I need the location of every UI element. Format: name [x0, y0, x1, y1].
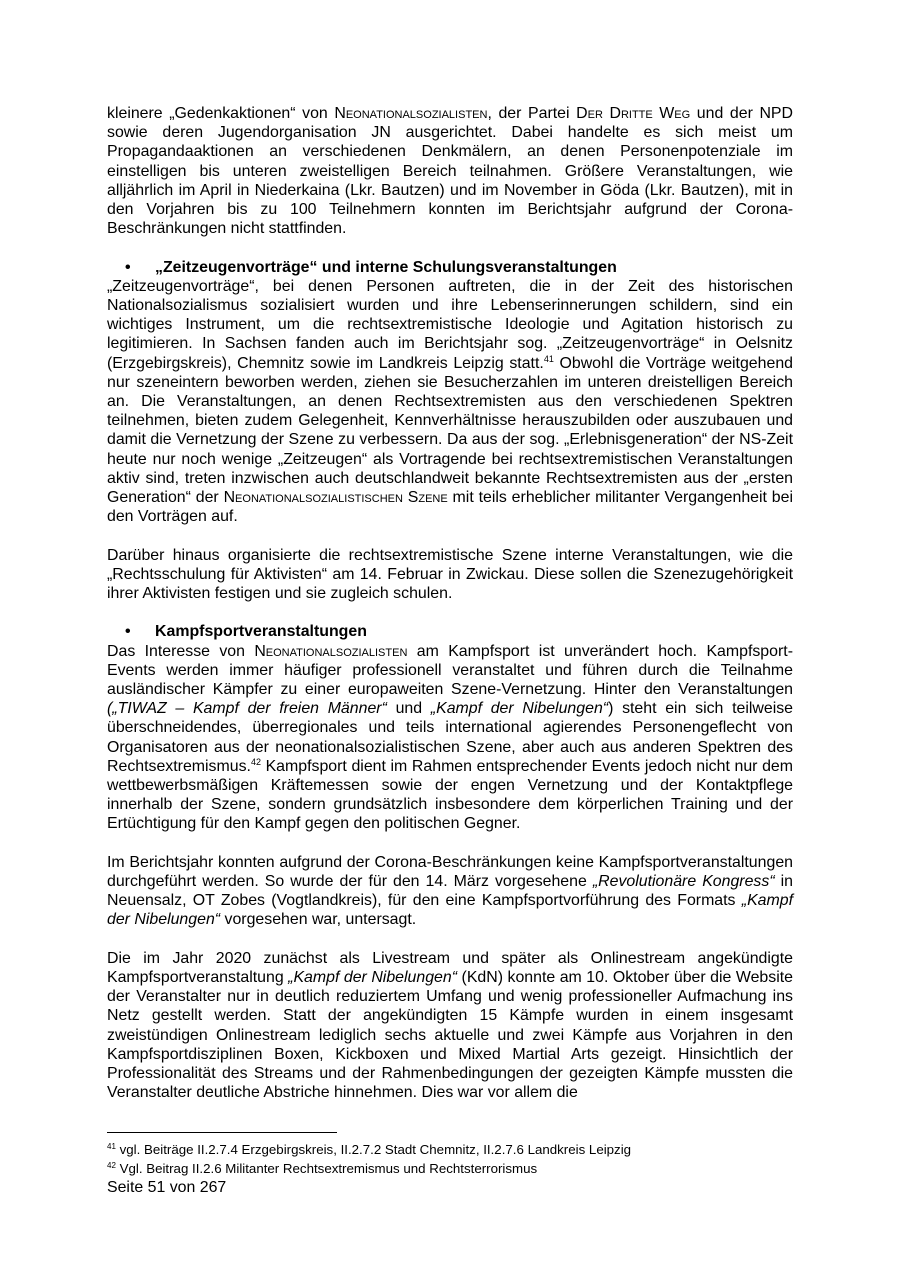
footnotes — [107, 1141, 793, 1178]
small-caps-term: Neonationalsozialisten — [334, 105, 488, 122]
page-number: Seite 51 von 267 — [107, 1179, 227, 1196]
section-heading-kampfsport: • Kampfsportveranstaltungen — [125, 623, 367, 641]
section-heading-zeitzeugen: • „Zeitzeugenvorträge“ und interne Schulungsveranstaltungen — [125, 258, 617, 276]
bullet-icon: • — [125, 258, 131, 276]
paragraph-corona-absage: Im Berichtsjahr konnten aufgrund der Corona-Beschränkungen keine Kampfsportveranstaltungen durchgeführt werden. So wurde der für den 14. März vorgesehene „Revolutionäre Kongress“ in Neuensalz, OT Zobes (Vogtlandkreis), für den eine Kampfsportvorführung des Formats „Kampf der Nibelungen“ vorgesehen war, untersagt. — [107, 853, 793, 929]
footnote-ref-41[interactable]: 41 — [543, 353, 554, 364]
paragraph-onlinestream: Die im Jahr 2020 zunächst als Livestream und später als Onlinestream angekündigte Kampfsportveranstaltung „Kampf der Nibelungen“ (KdN) konnte am 10. Oktober über die Website der Veranstalter nur in deutlich reduziertem Umfang und wenig professioneller Aufmachung ins Netz gestellt werden. Statt der angekündigten 15 Kämpfe wurden in einem insgesamt zweistündigen Onlinestream lediglich sechs aktuelle und zwei Kämpfe aus Vorjahren in den Kampfsportdisziplinen Boxen, Kickboxen und Mixed Martial Arts gezeigt. Hinsichtlich der Professionalität des Streams und der Rahmenbedingungen der gezeigten Kämpfe mussten die Veranstalter deutliche Abstriche hinnehmen. Dies war vor allem die — [107, 949, 793, 1102]
small-caps-term: Der Dritte Weg — [576, 105, 691, 122]
event-name: „Revolutionäre Kongress“ — [592, 873, 775, 891]
small-caps-term: Neonationalsozialisten — [254, 642, 408, 660]
paragraph-rechtsschulung: Darüber hinaus organisierte die rechtsextremistische Szene interne Veranstaltungen, wie die „Rechtsschulung für Aktivisten“ am 14. Februar in Zwickau. Diese sollen die Szenezugehörigkeit ihrer Aktivisten festigen und sie zugleich schulen. — [107, 546, 793, 603]
event-name: („TIWAZ – Kampf der freien Männer“ — [107, 700, 387, 718]
paragraph-gedenkaktionen: kleinere „Gedenkaktionen“ von Neonationalsozialisten, der Partei Der Dritte Weg und der NPD sowie deren Jugendorganisation JN ausgerichtet. Dabei handelte es sich meist um Propagandaaktionen an verschiedenen Denkmälern, an denen Personenpotenziale im einstelligen bis unteren zweistelligen Bereich teilnahmen. Größere Veranstaltungen, wie alljährlich im April in Niederkaina (Lkr. Bautzen) und im November in Göda (Lkr. Bautzen), mit in den Vorjahren bis zu 100 Teilnehmern konnten im Berichtsjahr aufgrund der Corona-Beschränkungen nicht stattfinden. — [107, 105, 793, 238]
footnote-divider — [107, 1132, 337, 1133]
footnote-41: $^{41}$ vgl. Beiträge II.2.7.4 Erzgebirgskreis, II.2.7.2 Stadt Chemnitz, II.2.7.6 Landkreis Leipzig — [107, 1142, 632, 1157]
event-name: „Kampf der Nibelungen“ — [430, 700, 609, 718]
document-body — [107, 104, 793, 1102]
event-name: „Kampf der Nibelungen“ — [107, 892, 793, 929]
paragraph-zeitzeugenvortraege: „Zeitzeugenvorträge“, bei denen Personen auftreten, die in der Zeit des historischen Nationalsozialismus sozialisiert wurden und ihre Lebenserinnerungen schildern, sind ein wichtiges Instrument, um die rechtsextremistische Ideologie und Agitation historisch zu legitimieren. In Sachsen fanden auch im Berichtsjahr sog. „Zeitzeugenvorträge“ in Oelsnitz (Erzgebirgskreis), Chemnitz sowie im Landkreis Leipzig statt.$^{41}$ Obwohl die Vorträge weitgehend nur szeneintern beworben werden, ziehen sie Besucherzahlen im unteren dreistelligen Bereich an. Die Veranstaltungen, an denen Rechtsextremisten aus den verschiedenen Spektren teilnehmen, bieten zudem Gelegenheit, Kennverhältnisse herauszubilden oder auszubauen und damit die Vernetzung der Szene zu verbessern. Da aus der sog. „Erlebnisgeneration“ der NS-Zeit heute nur noch wenige „Zeitzeugen“ als Vortragende bei rechtsextremistischen Veranstaltungen aktiv sind, treten inzwischen auch deutschlandweit bekannte Rechtsextremisten aus der „ersten Generation“ der Neonationalsozialistischen Szene mit teils erheblicher militanter Vergangenheit bei den Vorträgen auf. — [107, 277, 793, 526]
paragraph-kampfsport-interesse: Das Interesse von Neonationalsozialisten am Kampfsport ist unverändert hoch. Kampfsport-Events werden immer häufiger professionell veranstaltet und führen durch die Teilnahme ausländischer Kämpfer zu einer europaweiten Szene-Vernetzung. Hinter den Veranstaltungen („TIWAZ – Kampf der freien Männer“ und „Kampf der Nibelungen“) steht ein sich teilweise überschneidendes, überregionales und teils international agierendes Personengeflecht von Organisatoren aus der neonationalsozialistischen Szene, aber auch aus anderen Spektren des Rechtsextremismus.$^{42}$ Kampfsport dient im Rahmen entsprechender Events jedoch nicht nur dem wettbewerbsmäßigen Kräftemessen sowie der engen Vernetzung und der Kontaktpflege innerhalb der Szene, sondern grundsätzlich insbesondere dem körperlichen Training und der Ertüchtigung für den Kampf gegen den politischen Gegner. — [107, 642, 794, 833]
footnote-42: $^{42}$ Vgl. Beitrag II.2.6 Militanter Rechtsextremismus und Rechtsterrorismus — [107, 1160, 538, 1176]
event-name: „Kampf der Nibelungen“ — [288, 969, 458, 987]
footnote-ref-42[interactable]: 42 — [250, 756, 261, 767]
small-caps-term: Neonationalsozialistischen Szene — [223, 489, 448, 507]
bullet-icon: • — [125, 623, 131, 641]
